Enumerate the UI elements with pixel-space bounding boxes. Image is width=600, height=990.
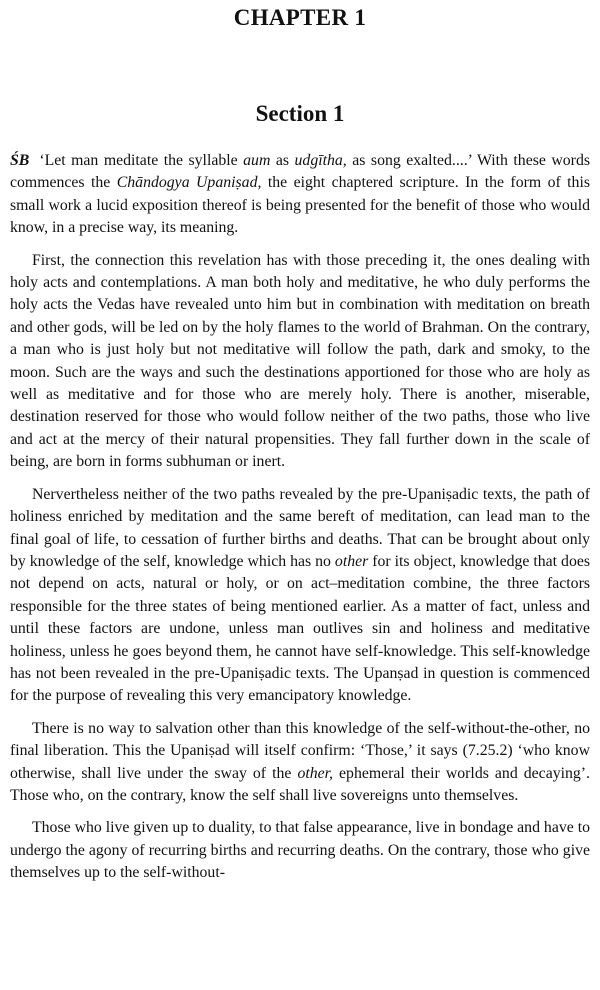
- commentary-sigla: ŚB: [10, 152, 30, 169]
- paragraph-3: Nervertheless neither of the two paths revealed by the pre-Upaniṣadic texts, the path of holiness enriched by meditation and the same bereft of meditation, can lead man to the final goal of life, to cessation of further births and deaths. That can be brought about only by knowledge of the self, knowledge which has no other for its object, knowledge that does not depend on acts, natural or holy, or on act–meditation combine, the three factors responsible for the three states of being mentioned earlier. As a matter of fact, unless and until these factors are undone, unless man outlives sin and holiness and meditative holiness, unless he goes beyond them, he cannot have self-knowledge. This self-knowledge has not been revealed in the pre-Upaniṣadic texts. The Upanṣad in question is commenced for the purpose of revealing this very emancipatory knowledge.: [10, 485, 591, 705]
- section-title: Section 1: [255, 101, 345, 126]
- paragraph-2: First, the connection this revelation has with those preceding it, the ones dealing with holy acts and contemplations. A man both holy and meditative, he who duly performs the holy acts the Vedas have revealed unto him but in combination with meditation on breath and other gods, will be led on by the holy flames to the world of Brahman. On the contrary, a man who is just holy but not meditative will follow the path, dark and smoky, to the moon. Such are the ways and such the destinations apportioned for those who are holy as well as meditative and for those who are merely holy. There is another, miserable, destination reserved for those who would follow neither of the two paths, those who live and act at the mercy of their natural propensities. They fall further down in the scale of being, are born in forms subhuman or inert.: [10, 251, 590, 471]
- paragraph-1: ŚB ‘Let man meditate the syllable aum as udgītha, as song exalted....’ With these words commences the Chāndogya Upaniṣad, the eight chaptered scripture. In the form of this small work a lucid exposition thereof is being presented for the benefit of those who would know, in a precise way, its meaning.: [10, 152, 590, 237]
- body-text: [10, 150, 590, 885]
- paragraph-5: Those who live given up to duality, to that false appearance, live in bondage and have to undergo the agony of recurring births and recurring deaths. On the contrary, those who give themselves up to the self-without-: [10, 819, 590, 882]
- paragraph-4: There is no way to salvation other than this knowledge of the self-without-the-other, no final liberation. This the Upaniṣad will itself confirm: ‘Those,’ it says (7.25.2) ‘who know otherwise, shall live under the sway of the other, ephemeral their worlds and decaying’. Those who, on the contrary, know the self shall live sovereigns unto themselves.: [10, 719, 590, 804]
- chapter-title: CHAPTER 1: [233, 5, 367, 30]
- book-page: [10, 0, 590, 895]
